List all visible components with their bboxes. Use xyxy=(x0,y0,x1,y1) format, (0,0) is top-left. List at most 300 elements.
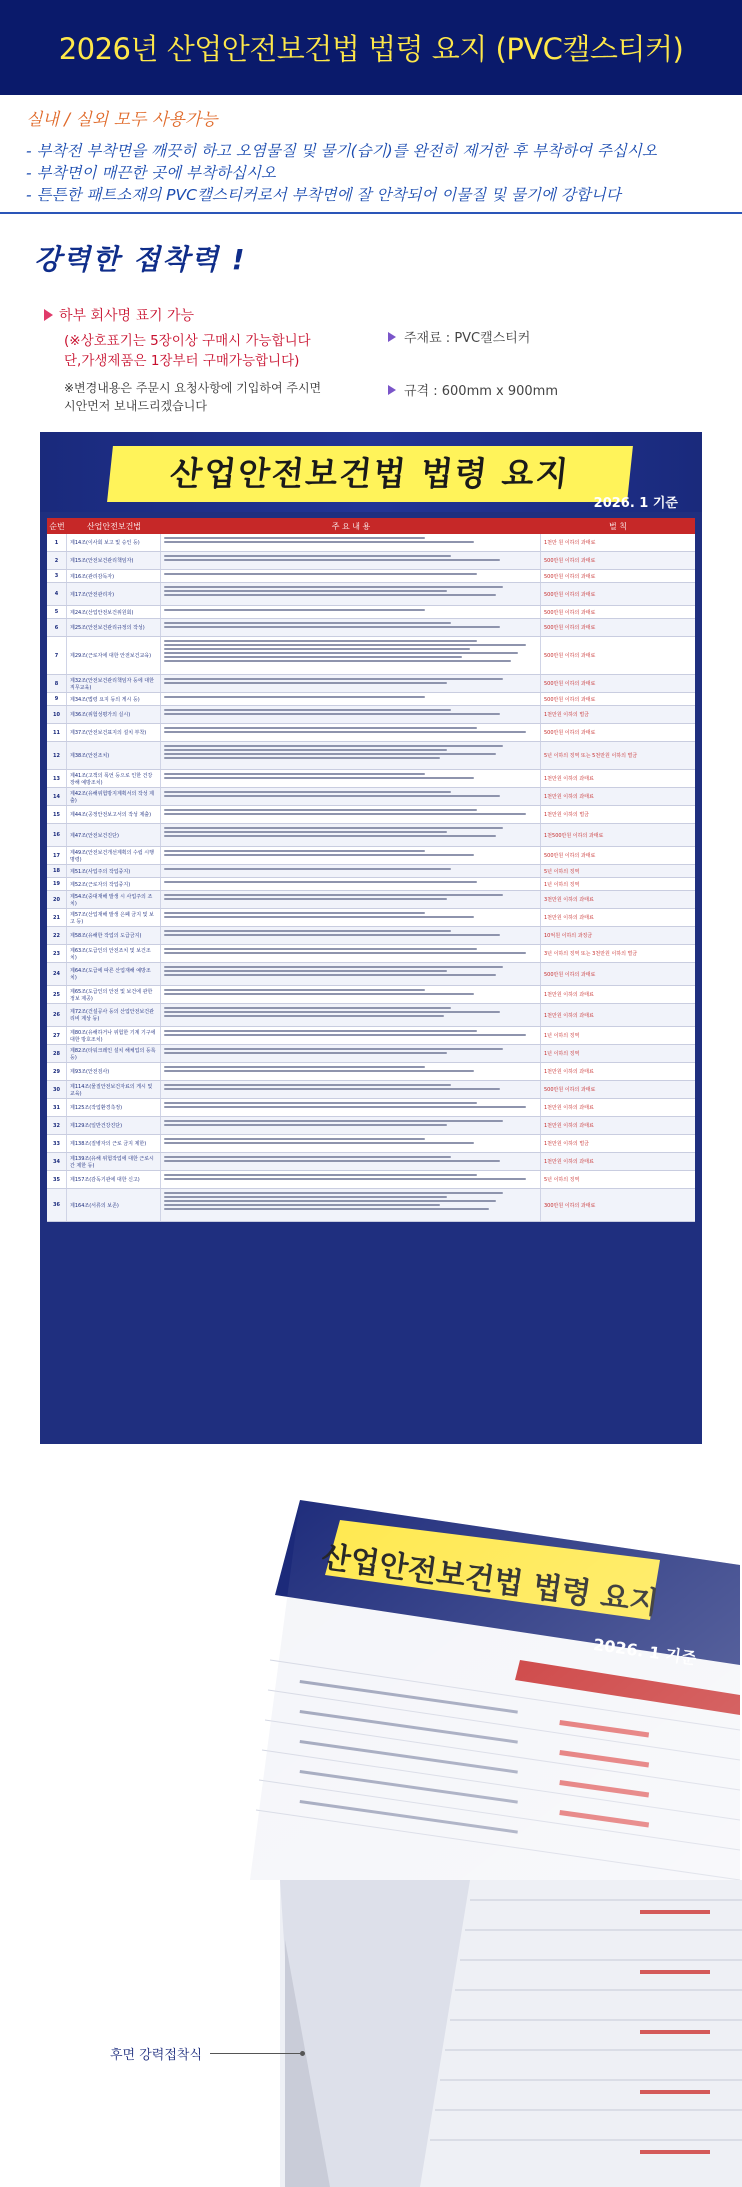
row-content xyxy=(161,1004,541,1026)
row-law: 제157조(감독기관에 대한 신고) xyxy=(67,1171,161,1188)
text-line xyxy=(164,773,425,775)
row-law: 제41조(고객의 폭언 등으로 인한 건강장해 예방조치) xyxy=(67,770,161,787)
poster-photo-angled-svg xyxy=(0,1450,742,1880)
row-law: 제36조(위험성평가의 실시) xyxy=(67,706,161,723)
text-line xyxy=(164,898,447,900)
row-content xyxy=(161,637,541,674)
text-line xyxy=(164,966,503,968)
row-penalty: 1천만원 이하의 과태료 xyxy=(544,1123,594,1129)
text-line xyxy=(164,974,496,976)
row-penalty: 500만원 이하의 과태료 xyxy=(544,591,596,598)
row-penalty: 1천만원 이하의 과태료 xyxy=(544,794,594,800)
table-row xyxy=(47,724,695,742)
row-number: 18 xyxy=(47,865,67,877)
strong-adhesion-heading: 강력한 접착력 ! xyxy=(34,243,247,276)
text-line xyxy=(164,594,496,596)
col-no-header: 순번 xyxy=(49,521,65,531)
table-row xyxy=(47,788,695,806)
row-law: 제32조(안전보건관리책임자 등에 대한 직무교육) xyxy=(67,675,161,692)
text-line xyxy=(164,948,477,950)
text-line xyxy=(164,1088,500,1090)
row-number: 23 xyxy=(47,945,67,962)
row-number: 13 xyxy=(47,770,67,787)
poster-table-header xyxy=(47,518,695,534)
text-line xyxy=(164,1052,447,1054)
row-law: 제34조(법령 요지 등의 게시 등) xyxy=(67,693,161,705)
row-law: 제114조(물질안전보건자료의 게시 및 교육) xyxy=(67,1081,161,1098)
usage-line: - 튼튼한 패트소재의 PVC캘스티커로서 부착면에 잘 안착되어 이물질 및 물기에 강합니다 xyxy=(26,186,621,204)
row-number: 17 xyxy=(47,847,67,864)
table-row xyxy=(47,865,695,878)
arrow-right-icon xyxy=(44,309,53,321)
poster-photo-angled xyxy=(0,1450,742,1880)
text-line xyxy=(164,916,474,918)
options-block xyxy=(44,305,374,415)
row-number: 22 xyxy=(47,927,67,944)
text-line xyxy=(164,1106,526,1108)
row-penalty: 1년 이하의 징역 xyxy=(544,1033,580,1039)
text-line xyxy=(164,795,500,797)
row-content xyxy=(161,878,541,890)
row-penalty: 1천만 원 이하의 과태료 xyxy=(544,540,596,546)
row-penalty: 500만원 이하의 과태료 xyxy=(544,853,596,859)
table-row xyxy=(47,1045,695,1063)
row-number: 14 xyxy=(47,788,67,805)
row-number: 26 xyxy=(47,1004,67,1026)
text-line xyxy=(164,1030,477,1032)
text-line xyxy=(164,1120,503,1122)
row-content xyxy=(161,570,541,582)
text-line xyxy=(164,573,477,575)
text-line xyxy=(164,749,447,751)
spec-material xyxy=(388,327,688,346)
row-law: 제29조(근로자에 대한 안전보건교육) xyxy=(67,637,161,674)
spec-size-text: 규격 : 600mm x 900mm xyxy=(404,384,558,399)
row-penalty: 500만원 이하의 과태료 xyxy=(544,625,596,631)
text-line xyxy=(164,652,518,654)
triangle-bullet-icon xyxy=(388,385,396,395)
row-penalty: 1천만원 이하의 과태료 xyxy=(544,915,594,921)
spec-size xyxy=(388,380,688,399)
row-content xyxy=(161,1171,541,1188)
row-number: 27 xyxy=(47,1027,67,1044)
row-number: 31 xyxy=(47,1099,67,1116)
text-line xyxy=(164,930,451,932)
row-law: 제17조(안전관리자) xyxy=(67,583,161,605)
text-line xyxy=(164,791,451,793)
text-line xyxy=(164,757,440,759)
row-content xyxy=(161,1063,541,1080)
row-number: 16 xyxy=(47,824,67,846)
row-law: 제51조(사업주의 작업중지) xyxy=(67,865,161,877)
poster-photo-backside-svg xyxy=(0,1880,742,2187)
row-number: 9 xyxy=(47,693,67,705)
text-line xyxy=(164,934,500,936)
row-penalty: 10억원 이하의 과징금 xyxy=(544,933,593,939)
table-row xyxy=(47,1135,695,1153)
row-content xyxy=(161,693,541,705)
text-line xyxy=(164,622,451,624)
row-content xyxy=(161,583,541,605)
row-law: 제38조(안전조치) xyxy=(67,742,161,769)
row-number: 3 xyxy=(47,570,67,582)
company-mark-option xyxy=(44,305,374,325)
row-law: 제57조(산업재해 발생 은폐 금지 및 보고 등) xyxy=(67,909,161,926)
text-line xyxy=(164,648,470,650)
row-content xyxy=(161,606,541,618)
row-penalty: 500만원 이하의 과태료 xyxy=(544,681,596,687)
company-note-line: (※상호표기는 5장이상 구매시 가능합니다 xyxy=(64,333,311,349)
row-content xyxy=(161,865,541,877)
text-line xyxy=(164,813,526,815)
poster-table-body xyxy=(47,534,695,1222)
row-penalty: 1천만원 이하의 벌금 xyxy=(544,712,590,718)
table-row xyxy=(47,1099,695,1117)
row-law: 제65조(도급인의 안전 및 보건에 관한 정보 제공) xyxy=(67,986,161,1003)
row-penalty: 1천만원 이하의 과태료 xyxy=(544,1012,594,1019)
row-law: 제139조(유해 위험작업에 대한 근로시간 제한 등) xyxy=(67,1153,161,1170)
text-line xyxy=(164,727,477,729)
row-penalty: 500만원 이하의 과태료 xyxy=(544,971,596,978)
row-content xyxy=(161,706,541,723)
table-row xyxy=(47,534,695,552)
table-row xyxy=(47,693,695,706)
table-row xyxy=(47,945,695,963)
row-number: 5 xyxy=(47,606,67,618)
text-line xyxy=(164,590,447,592)
text-line xyxy=(164,831,447,833)
row-penalty: 1천만원 이하의 벌금 xyxy=(544,1141,590,1147)
row-law: 제16조(관리감독자) xyxy=(67,570,161,582)
row-number: 21 xyxy=(47,909,67,926)
row-penalty: 1천만원 이하의 과태료 xyxy=(544,1159,594,1165)
row-number: 4 xyxy=(47,583,67,605)
poster-header xyxy=(40,432,702,512)
text-line xyxy=(164,678,503,680)
table-row xyxy=(47,619,695,637)
row-content xyxy=(161,1045,541,1062)
table-row xyxy=(47,1063,695,1081)
row-number: 8 xyxy=(47,675,67,692)
col-content-header: 주 요 내 용 xyxy=(331,521,371,531)
row-penalty: 1년 이하의 징역 xyxy=(544,881,580,888)
table-row xyxy=(47,806,695,824)
text-line xyxy=(164,894,503,896)
row-content xyxy=(161,927,541,944)
row-law: 제14조(이사회 보고 및 승인 등) xyxy=(67,534,161,551)
text-line xyxy=(164,1084,451,1086)
text-line xyxy=(164,1160,500,1162)
row-number: 20 xyxy=(47,891,67,908)
row-penalty: 500만원 이하의 과태료 xyxy=(544,573,596,580)
row-law: 제129조(일반건강진단) xyxy=(67,1117,161,1134)
text-line xyxy=(164,745,503,747)
row-content xyxy=(161,1189,541,1221)
row-penalty: 300만원 이하의 과태료 xyxy=(544,1202,596,1209)
poster-title: 산업안전보건법 법령 요지 xyxy=(107,446,633,502)
usage-title: 실내 / 실외 모두 사용가능 xyxy=(26,110,218,130)
company-note xyxy=(44,331,374,371)
row-law: 제138조(질병자의 근로 금지 제한) xyxy=(67,1135,161,1152)
row-penalty: 500만원 이하의 과태료 xyxy=(544,609,596,616)
row-law: 제82조(타워크레인 설치 해체업의 등록 등) xyxy=(67,1045,161,1062)
row-law: 제164조(서류의 보존) xyxy=(67,1189,161,1221)
table-row xyxy=(47,706,695,724)
row-content xyxy=(161,1153,541,1170)
row-number: 19 xyxy=(47,878,67,890)
text-line xyxy=(164,682,447,684)
table-row xyxy=(47,1004,695,1027)
table-row xyxy=(47,909,695,927)
text-line xyxy=(164,1178,526,1180)
text-line xyxy=(164,1066,425,1068)
poster-image xyxy=(40,432,702,1444)
text-line xyxy=(164,970,447,972)
row-penalty: 500만원 이하의 과태료 xyxy=(544,730,596,736)
text-line xyxy=(164,1015,444,1017)
text-line xyxy=(164,809,477,811)
row-penalty: 1천만원 이하의 과태료 xyxy=(544,992,594,998)
text-line xyxy=(164,854,474,856)
row-law: 제64조(도급에 따른 산업재해 예방조치) xyxy=(67,963,161,985)
text-line xyxy=(164,1200,496,1202)
table-row xyxy=(47,1189,695,1222)
rear-adhesive-tag xyxy=(110,2044,305,2063)
row-number: 30 xyxy=(47,1081,67,1098)
row-number: 12 xyxy=(47,742,67,769)
text-line xyxy=(164,1007,451,1009)
row-law: 제125조(작업환경측정) xyxy=(67,1099,161,1116)
text-line xyxy=(164,1102,477,1104)
page-title: 2026년 산업안전보건법 법령 요지 (PVC캘스티커) xyxy=(58,32,684,66)
table-row xyxy=(47,824,695,847)
text-line xyxy=(164,1156,451,1158)
text-line xyxy=(164,731,526,733)
row-content xyxy=(161,534,541,551)
text-line xyxy=(164,993,474,995)
text-line xyxy=(164,1142,474,1144)
row-law: 제47조(안전보건진단) xyxy=(67,824,161,846)
col-penalty-header: 벌 칙 xyxy=(609,521,627,531)
row-content xyxy=(161,619,541,636)
row-penalty: 5년 이하의 징역 xyxy=(544,1177,580,1183)
text-line xyxy=(164,696,425,698)
text-line xyxy=(164,1124,447,1126)
row-penalty: 1천만원 이하의 벌금 xyxy=(544,812,590,818)
row-penalty: 1천만원 이하의 과태료 xyxy=(544,1069,594,1075)
row-number: 32 xyxy=(47,1117,67,1134)
text-line xyxy=(164,656,462,658)
row-law: 제15조(안전보건관리책임자) xyxy=(67,552,161,569)
row-content xyxy=(161,552,541,569)
table-row xyxy=(47,891,695,909)
text-line xyxy=(164,609,425,611)
row-content xyxy=(161,724,541,741)
row-law: 제58조(유해한 작업의 도급금지) xyxy=(67,927,161,944)
row-penalty: 500만원 이하의 과태료 xyxy=(544,653,596,659)
row-penalty: 1천500만원 이하의 과태료 xyxy=(544,832,604,839)
text-line xyxy=(164,1011,500,1013)
row-content xyxy=(161,1099,541,1116)
company-note-line: 단,가생제품은 1장부터 구매가능합니다) xyxy=(64,353,300,369)
text-line xyxy=(164,1070,474,1072)
table-row xyxy=(47,927,695,945)
row-penalty: 1천만원 이하의 과태료 xyxy=(544,1105,594,1111)
change-note-line: 시안먼저 보내드리겠습니다 xyxy=(64,399,207,413)
row-law: 제25조(안전보건관리규정의 작성) xyxy=(67,619,161,636)
text-line xyxy=(164,537,425,539)
row-number: 36 xyxy=(47,1189,67,1221)
table-row xyxy=(47,847,695,865)
row-content xyxy=(161,1135,541,1152)
text-line xyxy=(164,640,477,642)
row-penalty: 500만원 이하의 과태료 xyxy=(544,1087,596,1093)
row-penalty: 1년 이하의 징역 xyxy=(544,1051,580,1057)
row-law: 제24조(산업안전보건위원회) xyxy=(67,606,161,618)
row-law: 제44조(공정안전보고서의 작성 제출) xyxy=(67,806,161,823)
row-content xyxy=(161,770,541,787)
text-line xyxy=(164,713,500,715)
row-content xyxy=(161,806,541,823)
row-law: 제52조(근로자의 작업중지) xyxy=(67,878,161,890)
top-banner xyxy=(0,0,742,95)
text-line xyxy=(164,1048,503,1050)
table-row xyxy=(47,606,695,619)
row-number: 6 xyxy=(47,619,67,636)
poster-photo-backside xyxy=(0,1880,742,2187)
row-penalty: 3년 이하의 징역 또는 3천만원 이하의 벌금 xyxy=(544,951,638,957)
poster-table xyxy=(47,518,695,1222)
row-law: 제72조(건설공사 등의 산업안전보건관리비 계상 등) xyxy=(67,1004,161,1026)
spec-material-text: 주재료 : PVC캘스티커 xyxy=(404,331,531,346)
row-content xyxy=(161,909,541,926)
text-line xyxy=(164,868,451,870)
table-row xyxy=(47,878,695,891)
usage-line: - 부착전 부착면을 깨끗히 하고 오염물질 및 물기(습기)를 완전히 제거한 후 부착하여 주십시오 xyxy=(26,142,657,160)
row-content xyxy=(161,891,541,908)
text-line xyxy=(164,709,451,711)
row-number: 1 xyxy=(47,534,67,551)
table-row xyxy=(47,570,695,583)
row-content xyxy=(161,1027,541,1044)
table-row xyxy=(47,1153,695,1171)
row-number: 28 xyxy=(47,1045,67,1062)
row-number: 11 xyxy=(47,724,67,741)
row-content xyxy=(161,675,541,692)
company-mark-label: 하부 회사명 표기 가능 xyxy=(59,308,195,324)
row-content xyxy=(161,963,541,985)
text-line xyxy=(164,777,474,779)
table-row xyxy=(47,583,695,606)
change-note xyxy=(44,379,374,415)
row-law: 제54조(중대재해 발생 시 사업주의 조치) xyxy=(67,891,161,908)
text-line xyxy=(164,660,511,662)
row-content xyxy=(161,986,541,1003)
table-row xyxy=(47,1117,695,1135)
table-row xyxy=(47,552,695,570)
text-line xyxy=(164,586,503,588)
row-law: 제37조(안전보건표지의 설치 부착) xyxy=(67,724,161,741)
text-line xyxy=(164,1192,503,1194)
row-number: 24 xyxy=(47,963,67,985)
text-line xyxy=(164,850,425,852)
triangle-bullet-icon xyxy=(388,332,396,342)
text-line xyxy=(164,1208,489,1210)
text-line xyxy=(164,555,451,557)
table-row xyxy=(47,637,695,675)
row-law: 제49조(안전보건개선계획의 수립 시행 명령) xyxy=(67,847,161,864)
table-row xyxy=(47,1027,695,1045)
table-row xyxy=(47,742,695,770)
row-content xyxy=(161,945,541,962)
row-number: 2 xyxy=(47,552,67,569)
table-row xyxy=(47,986,695,1004)
row-number: 34 xyxy=(47,1153,67,1170)
text-line xyxy=(164,541,474,543)
poster-year: 2026. 1 기준 xyxy=(593,496,678,511)
row-number: 15 xyxy=(47,806,67,823)
rear-adhesive-label: 후면 강력접착식 xyxy=(110,2048,203,2063)
row-content xyxy=(161,788,541,805)
table-row xyxy=(47,675,695,693)
callout-line xyxy=(210,2053,300,2054)
row-number: 33 xyxy=(47,1135,67,1152)
text-line xyxy=(164,952,526,954)
row-law: 제93조(안전검사) xyxy=(67,1063,161,1080)
text-line xyxy=(164,559,500,561)
row-content xyxy=(161,1081,541,1098)
row-content xyxy=(161,847,541,864)
col-law-header: 산업안전보건법 xyxy=(86,521,142,531)
text-line xyxy=(164,753,496,755)
table-row xyxy=(47,963,695,986)
row-penalty: 3천만원 이하의 과태료 xyxy=(544,897,594,903)
text-line xyxy=(164,989,425,991)
row-number: 10 xyxy=(47,706,67,723)
text-line xyxy=(164,912,425,914)
table-row xyxy=(47,1081,695,1099)
text-line xyxy=(164,1174,477,1176)
text-line xyxy=(164,827,503,829)
row-penalty: 5년 이하의 징역 또는 5천만원 이하의 벌금 xyxy=(544,753,638,759)
text-line xyxy=(164,835,496,837)
row-law: 제63조(도급인의 안전조치 및 보건조치) xyxy=(67,945,161,962)
row-number: 29 xyxy=(47,1063,67,1080)
text-line xyxy=(164,626,500,628)
row-penalty: 500만원 이하의 과태료 xyxy=(544,558,596,564)
row-law: 제80조(유해하거나 위험한 기계 기구에 대한 방호조치) xyxy=(67,1027,161,1044)
row-number: 25 xyxy=(47,986,67,1003)
text-line xyxy=(164,644,526,646)
row-number: 35 xyxy=(47,1171,67,1188)
row-content xyxy=(161,1117,541,1134)
change-note-line: ※변경내용은 주문시 요청사항에 기입하여 주시면 xyxy=(64,381,322,395)
text-line xyxy=(164,1204,440,1206)
row-content xyxy=(161,742,541,769)
text-line xyxy=(164,1138,425,1140)
row-content xyxy=(161,824,541,846)
text-line xyxy=(164,1196,447,1198)
row-penalty: 500만원 이하의 과태료 xyxy=(544,696,596,703)
row-penalty: 5년 이하의 징역 xyxy=(544,868,580,875)
callout-dot xyxy=(300,2051,305,2056)
text-line xyxy=(164,1034,526,1036)
row-law: 제42조(유해위험방지계획서의 작성 제출) xyxy=(67,788,161,805)
row-penalty: 1천만원 이하의 과태료 xyxy=(544,776,594,782)
divider xyxy=(0,212,742,214)
usage-section xyxy=(26,105,726,206)
row-number: 7 xyxy=(47,637,67,674)
